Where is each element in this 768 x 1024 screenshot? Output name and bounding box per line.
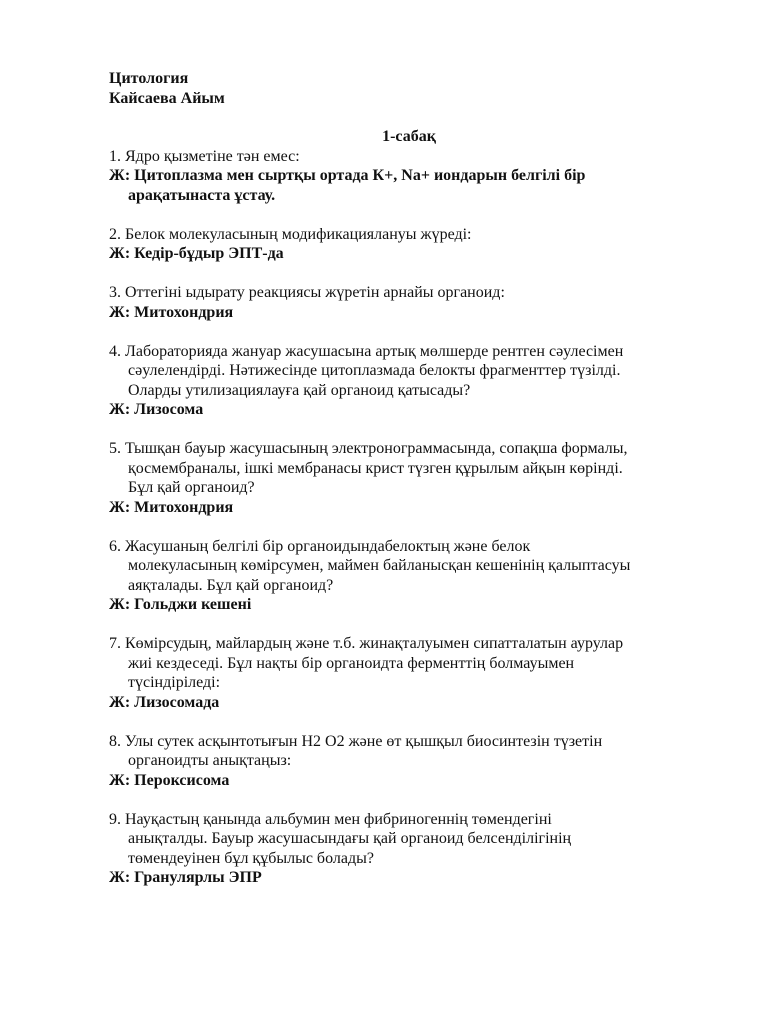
question-text-continued: Бұл қай органоид? (128, 479, 255, 496)
answer-text: Ж: Митохондрия (109, 498, 234, 516)
question-block (109, 147, 709, 206)
answer-text: Ж: Лизосомада (109, 693, 220, 711)
question-text: 2. Белок молекуласының модификациялануы жүреді: (109, 225, 472, 243)
question-text-continued: Оларды утилизациялауға қай органоид қатысады? (128, 381, 471, 399)
question-block (109, 732, 709, 791)
question-text-continued: аяқталады. Бұл қай органоид? (128, 576, 334, 594)
question-text-continued: органоидты анықтаңыз: (128, 752, 292, 769)
lesson-title: 1-сабақ (382, 128, 436, 145)
question-text-continued: төмендеуінен бұл құбылыс болады? (128, 849, 374, 867)
question-text-continued: түсіндіріледі: (128, 674, 221, 691)
answer-text: Ж: Цитоплазма мен сыртқы ортада К+, Na+ иондарын белгілі бір (109, 167, 586, 184)
question-text-continued: қосмембраналы, ішкі мембранасы крист түзген құрылым айқын көрінді. (128, 459, 623, 477)
question-block (109, 283, 709, 322)
question-block (109, 342, 709, 420)
answer-text: Ж: Кедір-бұдыр ЭПТ-да (109, 245, 284, 262)
question-text: 7. Көмірсудың, майлардың және т.б. жинақталуымен сипатталатын аурулар (109, 635, 624, 652)
answer-text: Ж: Лизосома (109, 401, 204, 418)
question-text: 6. Жасушаның белгілі бір органоидындабелоктың және белок (109, 537, 531, 555)
document-header (109, 69, 709, 108)
answer-text: Ж: Гранулярлы ЭПР (109, 869, 262, 886)
question-text: 9. Науқастың қанында альбумин мен фибриногеннің төмендегіні (109, 810, 552, 828)
author-name: Кайсаева Айым (109, 89, 225, 107)
question-text: 4. Лабораторияда жануар жасушасына артық мөлшерде рентген сәулесімен (109, 342, 624, 360)
question-block (109, 225, 709, 264)
question-text: 5. Тышқан бауыр жасушасының электронограммасында, сопақша формалы, (109, 440, 628, 457)
question-text: 3. Оттегіні ыдырату реакциясы жүретін арнайы органоид: (109, 284, 505, 301)
question-text-continued: сәулелендірді. Нәтижесінде цитоплазмада белокты фрагменттер түзілді. (128, 362, 621, 379)
question-text-continued: анықталды. Бауыр жасушасындағы қай органоид белсенділігінің (128, 830, 572, 847)
answer-text: Ж: Митохондрия (109, 303, 234, 321)
subject-title: Цитология (109, 70, 189, 87)
question-text-continued: молекуласының көмірсумен, маймен байланысқан кешенінің қалыптасуы (128, 557, 631, 574)
question-text: 1. Ядро қызметіне тән емес: (109, 147, 300, 165)
question-list (109, 147, 709, 888)
question-block (109, 439, 709, 517)
question-block (109, 537, 709, 615)
answer-text: Ж: Гольджи кешені (109, 596, 252, 613)
answer-text: Ж: Пероксисома (109, 771, 230, 789)
document-page (109, 69, 709, 907)
question-text-continued: жиі кездеседі. Бұл нақты бір органоидта ферменттің болмауымен (128, 654, 575, 672)
answer-text-continued: арақатынаста ұстау. (128, 186, 276, 204)
question-text: 8. Улы сутек асқынтотығын Н2 О2 және өт қышқыл биосинтезін түзетін (109, 732, 603, 750)
question-block (109, 810, 709, 888)
question-block (109, 634, 709, 712)
